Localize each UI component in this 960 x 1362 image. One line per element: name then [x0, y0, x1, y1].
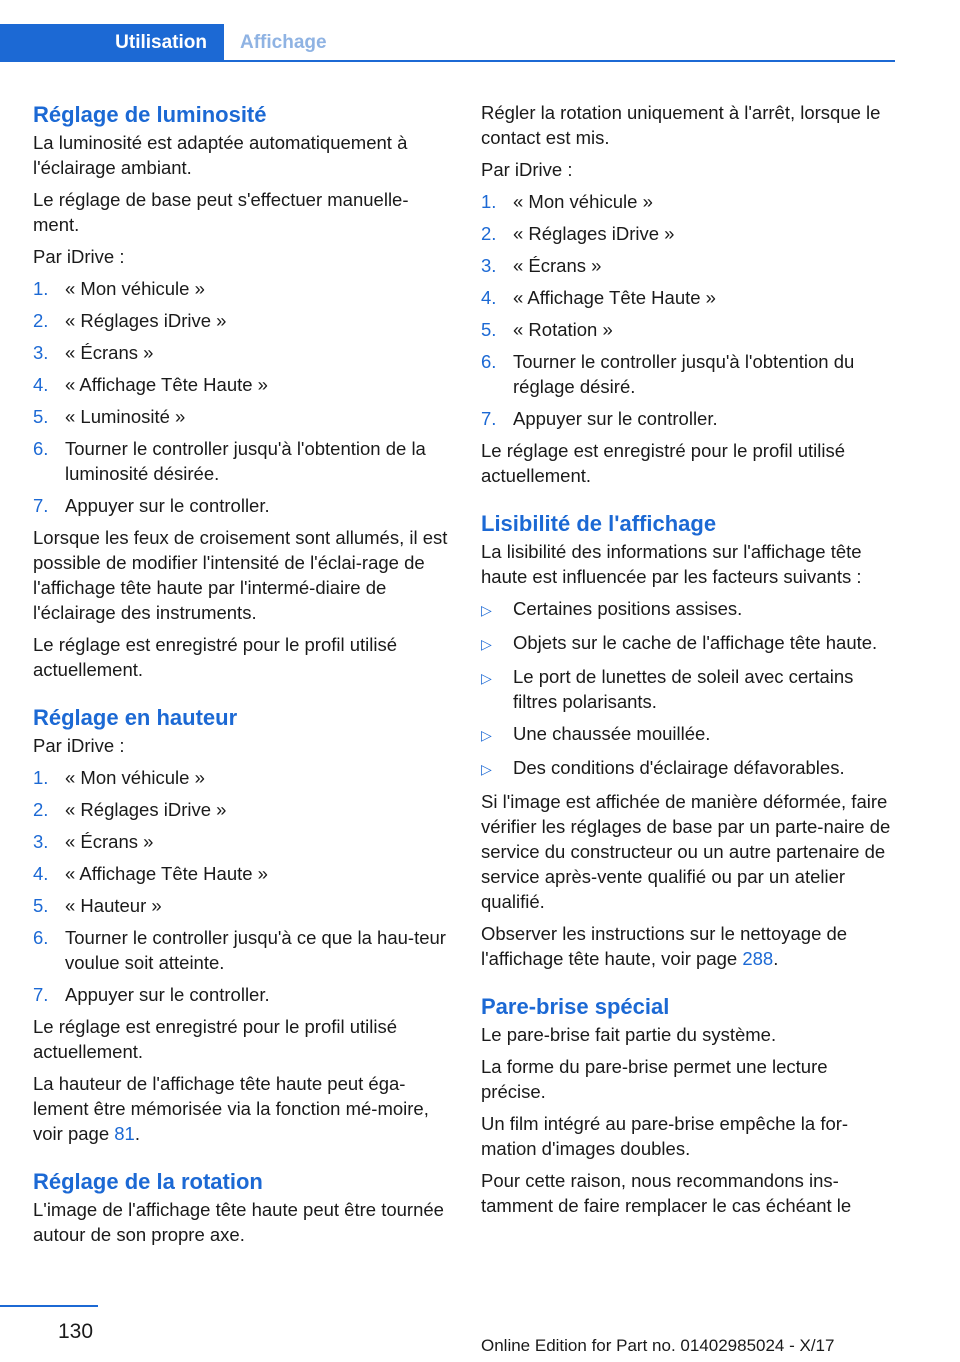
list-item [481, 253, 896, 278]
step-text: « Affichage Tête Haute » [513, 287, 716, 308]
step-number: 2. [33, 799, 49, 820]
step-number: 1. [481, 191, 497, 212]
step-text: « Réglages iDrive » [513, 223, 675, 244]
list-item [481, 221, 896, 246]
paragraph: Par iDrive : [33, 735, 125, 756]
page-link-288[interactable]: 288 [742, 948, 774, 969]
step-number: 1. [33, 767, 49, 788]
list-item [33, 797, 448, 822]
paragraph: Le réglage est enregistré pour le profil utilisé actuellement. [33, 1016, 398, 1062]
paragraph: Le réglage est enregistré pour le profil utilisé actuellement. [481, 440, 846, 486]
list-item [481, 349, 896, 399]
step-number: 2. [481, 223, 497, 244]
steps-list-luminosite [33, 276, 448, 518]
paragraph-text: . [773, 948, 779, 969]
section-title-luminosite: Réglage de luminosité [33, 102, 267, 127]
paragraph: Le réglage de base peut s'effectuer manuelle-ment. [33, 189, 409, 235]
tab-affichage[interactable]: Affichage [240, 32, 327, 53]
step-number: 5. [481, 319, 497, 340]
step-text: « Réglages iDrive » [65, 310, 227, 331]
paragraph: Le réglage est enregistré pour le profil utilisé actuellement. [33, 634, 398, 680]
paragraph: Par iDrive : [481, 159, 573, 180]
page-link-81[interactable]: 81 [114, 1123, 135, 1144]
list-item [481, 755, 896, 782]
step-number: 7. [481, 408, 497, 429]
list-item [481, 189, 896, 214]
step-text: Appuyer sur le controller. [513, 408, 718, 429]
bullet-list-lisibilite [481, 596, 896, 782]
list-item [33, 404, 448, 429]
step-text: « Affichage Tête Haute » [65, 374, 268, 395]
step-number: 3. [481, 255, 497, 276]
paragraph: La luminosité est adaptée automatiquement à l'éclairage ambiant. [33, 132, 408, 178]
list-item [33, 340, 448, 365]
paragraph-text: Observer les instructions sur le nettoyage de l'affichage tête haute, voir page [481, 923, 848, 969]
triangle-bullet-icon: ▷ [481, 761, 492, 777]
step-number: 4. [33, 374, 49, 395]
bullet-text: Le port de lunettes de soleil avec certains filtres polarisants. [513, 666, 854, 712]
step-number: 4. [481, 287, 497, 308]
edition-note: Online Edition for Part no. 01402985024 - X/17 [481, 1336, 835, 1355]
step-number: 6. [33, 927, 49, 948]
paragraph [481, 921, 896, 971]
step-text: Tourner le controller jusqu'à l'obtention de la luminosité désirée. [65, 438, 426, 484]
list-item [33, 436, 448, 486]
step-number: 5. [33, 895, 49, 916]
tab-utilisation[interactable]: Utilisation [0, 24, 224, 62]
paragraph: Si l'image est affichée de manière déformée, faire vérifier les réglages de base par un parte-naire de service du constructeur ou un autre partenaire de service après-vente qualifié ou par un atelier qualifié. [481, 791, 891, 912]
list-item [33, 765, 448, 790]
step-text: « Mon véhicule » [65, 767, 205, 788]
step-number: 7. [33, 984, 49, 1005]
paragraph: Pour cette raison, nous recommandons ins-tamment de faire remplacer le cas échéant le [481, 1170, 852, 1216]
step-number: 2. [33, 310, 49, 331]
step-text: Appuyer sur le controller. [65, 495, 270, 516]
section-title-pare-brise: Pare-brise spécial [481, 994, 670, 1019]
step-number: 3. [33, 831, 49, 852]
list-item [33, 861, 448, 886]
paragraph: L'image de l'affichage tête haute peut être tournée autour de son propre axe. [33, 1199, 444, 1245]
step-text: « Écrans » [65, 342, 154, 363]
step-text: « Réglages iDrive » [65, 799, 227, 820]
list-item [33, 493, 448, 518]
step-number: 4. [33, 863, 49, 884]
paragraph [33, 1071, 448, 1146]
step-number: 6. [33, 438, 49, 459]
step-number: 1. [33, 278, 49, 299]
list-item [33, 982, 448, 1007]
step-text: « Mon véhicule » [513, 191, 653, 212]
list-item [33, 372, 448, 397]
bullet-text: Une chaussée mouillée. [513, 723, 711, 744]
step-text: « Luminosité » [65, 406, 186, 427]
list-item [481, 406, 896, 431]
step-number: 3. [33, 342, 49, 363]
step-text: Tourner le controller jusqu'à ce que la hau-teur voulue soit atteinte. [65, 927, 446, 973]
paragraph: Par iDrive : [33, 246, 125, 267]
paragraph: La lisibilité des informations sur l'affichage tête haute est influencée par les facteurs suivants : [481, 541, 862, 587]
footer-divider [0, 1305, 98, 1307]
paragraph: La forme du pare-brise permet une lecture précise. [481, 1056, 828, 1102]
triangle-bullet-icon: ▷ [481, 636, 492, 652]
bullet-text: Certaines positions assises. [513, 598, 743, 619]
section-title-rotation: Réglage de la rotation [33, 1169, 263, 1194]
list-item [481, 596, 896, 623]
step-number: 6. [481, 351, 497, 372]
list-item [33, 308, 448, 333]
bullet-text: Objets sur le cache de l'affichage tête haute. [513, 632, 878, 653]
header-divider [0, 60, 895, 62]
bullet-text: Des conditions d'éclairage défavorables. [513, 757, 845, 778]
step-text: Tourner le controller jusqu'à l'obtention du réglage désiré. [513, 351, 855, 397]
list-item [33, 829, 448, 854]
step-text: « Mon véhicule » [65, 278, 205, 299]
triangle-bullet-icon: ▷ [481, 602, 492, 618]
paragraph: Le pare-brise fait partie du système. [481, 1024, 777, 1045]
list-item [481, 664, 896, 714]
step-text: « Affichage Tête Haute » [65, 863, 268, 884]
step-text: « Rotation » [513, 319, 613, 340]
steps-list-hauteur [33, 765, 448, 1007]
list-item [481, 721, 896, 748]
list-item [33, 925, 448, 975]
paragraph-text: La hauteur de l'affichage tête haute peut éga-lement être mémorisée via la fonction mé-moire, voir page [33, 1073, 429, 1144]
step-number: 7. [33, 495, 49, 516]
right-column [481, 100, 896, 1225]
paragraph: Un film intégré au pare-brise empêche la for-mation d'images doubles. [481, 1113, 849, 1159]
page-header [0, 0, 960, 64]
step-text: « Hauteur » [65, 895, 162, 916]
triangle-bullet-icon: ▷ [481, 670, 492, 686]
left-column [33, 100, 448, 1254]
list-item [481, 317, 896, 342]
list-item [481, 630, 896, 657]
section-title-hauteur: Réglage en hauteur [33, 705, 238, 730]
step-text: Appuyer sur le controller. [65, 984, 270, 1005]
list-item [33, 893, 448, 918]
triangle-bullet-icon: ▷ [481, 727, 492, 743]
paragraph-text: . [134, 1123, 140, 1144]
step-number: 5. [33, 406, 49, 427]
paragraph: Régler la rotation uniquement à l'arrêt, lorsque le contact est mis. [481, 102, 881, 148]
page-number: 130 [58, 1320, 94, 1343]
step-text: « Écrans » [513, 255, 602, 276]
step-text: « Écrans » [65, 831, 154, 852]
list-item [33, 276, 448, 301]
section-title-lisibilite: Lisibilité de l'affichage [481, 511, 717, 536]
steps-list-rotation [481, 189, 896, 431]
paragraph: Lorsque les feux de croisement sont allumés, il est possible de modifier l'intensité de l'éclai-rage de l'affichage tête haute par l'intermé-diaire de l'éclairage des instruments. [33, 527, 448, 623]
list-item [481, 285, 896, 310]
